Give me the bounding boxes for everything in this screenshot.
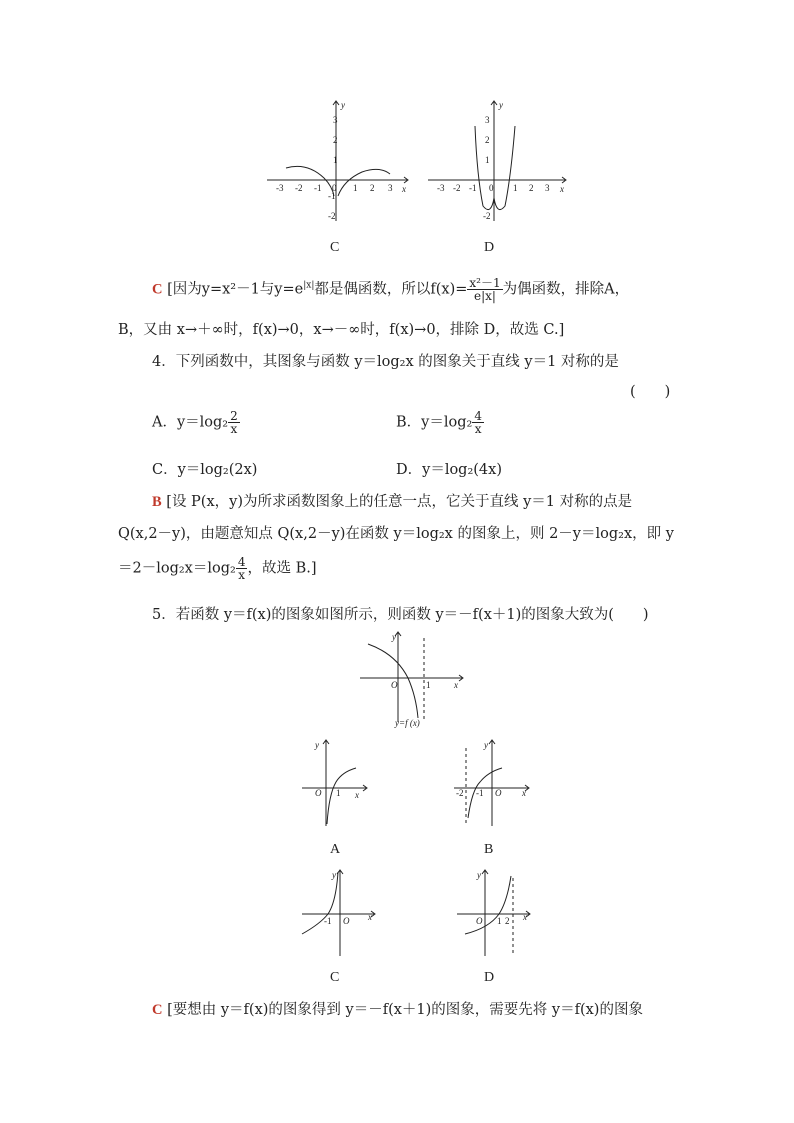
svg-text:x: x	[522, 788, 526, 798]
svg-text:2: 2	[485, 135, 490, 145]
q4-paren: ( )	[630, 384, 671, 400]
svg-text:2: 2	[370, 183, 375, 193]
answer-letter: C	[152, 1002, 163, 1018]
q4-option-a: A．y＝log₂ $\frac{2}{x}$	[152, 409, 238, 436]
svg-text:1: 1	[333, 155, 338, 165]
q4-answer-line1: B [设 P(x，y)为所求函数图象上的任意一点，它关于直线 y＝1 对称的点是	[152, 494, 633, 510]
svg-text:-1: -1	[328, 191, 336, 201]
q4-stem: 4．下列函数中，其图象与函数 y＝log₂x 的图象关于直线 y＝1 对称的是	[152, 354, 619, 370]
svg-text:O: O	[343, 916, 350, 926]
svg-text:2: 2	[333, 135, 338, 145]
svg-text:O: O	[391, 680, 398, 690]
svg-text:1: 1	[513, 183, 518, 193]
svg-text:2: 2	[529, 183, 534, 193]
graph-d-top	[425, 96, 570, 226]
svg-text:O: O	[495, 788, 502, 798]
q4-answer-line3: ＝2－log₂x＝log₂ $\frac{4}{x}$ ，故选 B.]	[118, 555, 317, 582]
q4-option-c: C．y＝log₂(2x)	[152, 462, 258, 478]
svg-text:1: 1	[485, 155, 490, 165]
answer-letter: B	[152, 494, 162, 510]
svg-text:x: x	[402, 184, 406, 194]
svg-text:0: 0	[332, 183, 337, 193]
q3-answer-line1: C [因为y=x²－1与$y=e^{|x|}$都是偶函数，所以f(x)= $\frac{\text{x²－1}}{e|x|}$ 为偶函数，排除A，	[152, 276, 630, 303]
svg-text:1: 1	[497, 916, 502, 926]
svg-text:y: y	[332, 870, 336, 880]
graph-fx	[358, 630, 468, 730]
svg-text:3: 3	[485, 115, 490, 125]
svg-text:1: 1	[426, 680, 431, 690]
option-a-label: A	[330, 842, 341, 857]
svg-text:2: 2	[505, 916, 510, 926]
svg-text:-3: -3	[276, 183, 284, 193]
q4-answer-line2: Q(x,2－y)，由题意知点 Q(x,2－y)在函数 y＝log₂x 的图象上，则 2－y＝log₂x，即 y	[118, 526, 674, 542]
svg-text:y: y	[499, 100, 503, 110]
q4-option-b: B．y＝log₂ $\frac{4}{x}$	[396, 409, 482, 436]
svg-text:x: x	[368, 912, 372, 922]
svg-text:-2: -2	[483, 211, 491, 221]
svg-text:y: y	[484, 740, 488, 750]
q5-stem: 5．若函数 y＝f(x)的图象如图所示，则函数 y＝－f(x＋1)的图象大致为( )	[152, 607, 649, 623]
svg-text:-1: -1	[476, 788, 484, 798]
graph-c-top-label: C	[330, 240, 340, 255]
svg-text:3: 3	[545, 183, 550, 193]
svg-text:3: 3	[388, 183, 393, 193]
graph-option-d	[455, 868, 535, 960]
answer-letter: C	[152, 281, 163, 298]
svg-text:O: O	[315, 788, 322, 798]
svg-text:-2: -2	[453, 183, 461, 193]
graph-c-top	[262, 96, 412, 226]
graph-d-top-label: D	[484, 240, 495, 255]
svg-text:-2: -2	[328, 211, 336, 221]
svg-text:-1: -1	[324, 916, 332, 926]
fraction: $\frac{\text{x²－1}}{e|x|}$	[469, 276, 501, 303]
svg-text:x: x	[355, 790, 359, 800]
svg-text:-2: -2	[295, 183, 303, 193]
option-b-label: B	[484, 842, 494, 857]
svg-text:y: y	[477, 870, 481, 880]
svg-text:y: y	[315, 740, 319, 750]
q3-answer-line2: B，又由 x→＋∞时，f(x)→0，x→－∞时，f(x)→0，排除 D，故选 C.]	[118, 322, 565, 338]
option-c-label: C	[330, 970, 340, 985]
graph-fx-caption: y=f (x)	[395, 718, 420, 728]
svg-text:x: x	[560, 184, 564, 194]
svg-text:x: x	[523, 912, 527, 922]
svg-text:-1: -1	[314, 183, 322, 193]
q4-option-d: D．y＝log₂(4x)	[396, 462, 502, 478]
svg-text:0: 0	[489, 183, 494, 193]
graph-option-b	[452, 738, 532, 830]
svg-text:-1: -1	[469, 183, 477, 193]
svg-text:3: 3	[333, 115, 338, 125]
svg-text:x: x	[454, 680, 458, 690]
svg-text:y: y	[341, 100, 345, 110]
q5-answer-line1: C [要想由 y＝f(x)的图象得到 y＝－f(x＋1)的图象，需要先将 y＝f(x)的图象	[152, 1002, 643, 1018]
graph-option-a	[300, 738, 370, 830]
svg-text:1: 1	[336, 788, 341, 798]
svg-text:y: y	[392, 632, 396, 642]
svg-text:-3: -3	[437, 183, 445, 193]
svg-text:-2: -2	[456, 788, 464, 798]
svg-text:O: O	[476, 916, 483, 926]
option-d-label: D	[484, 970, 495, 985]
svg-text:1: 1	[353, 183, 358, 193]
graph-option-c	[300, 868, 380, 960]
